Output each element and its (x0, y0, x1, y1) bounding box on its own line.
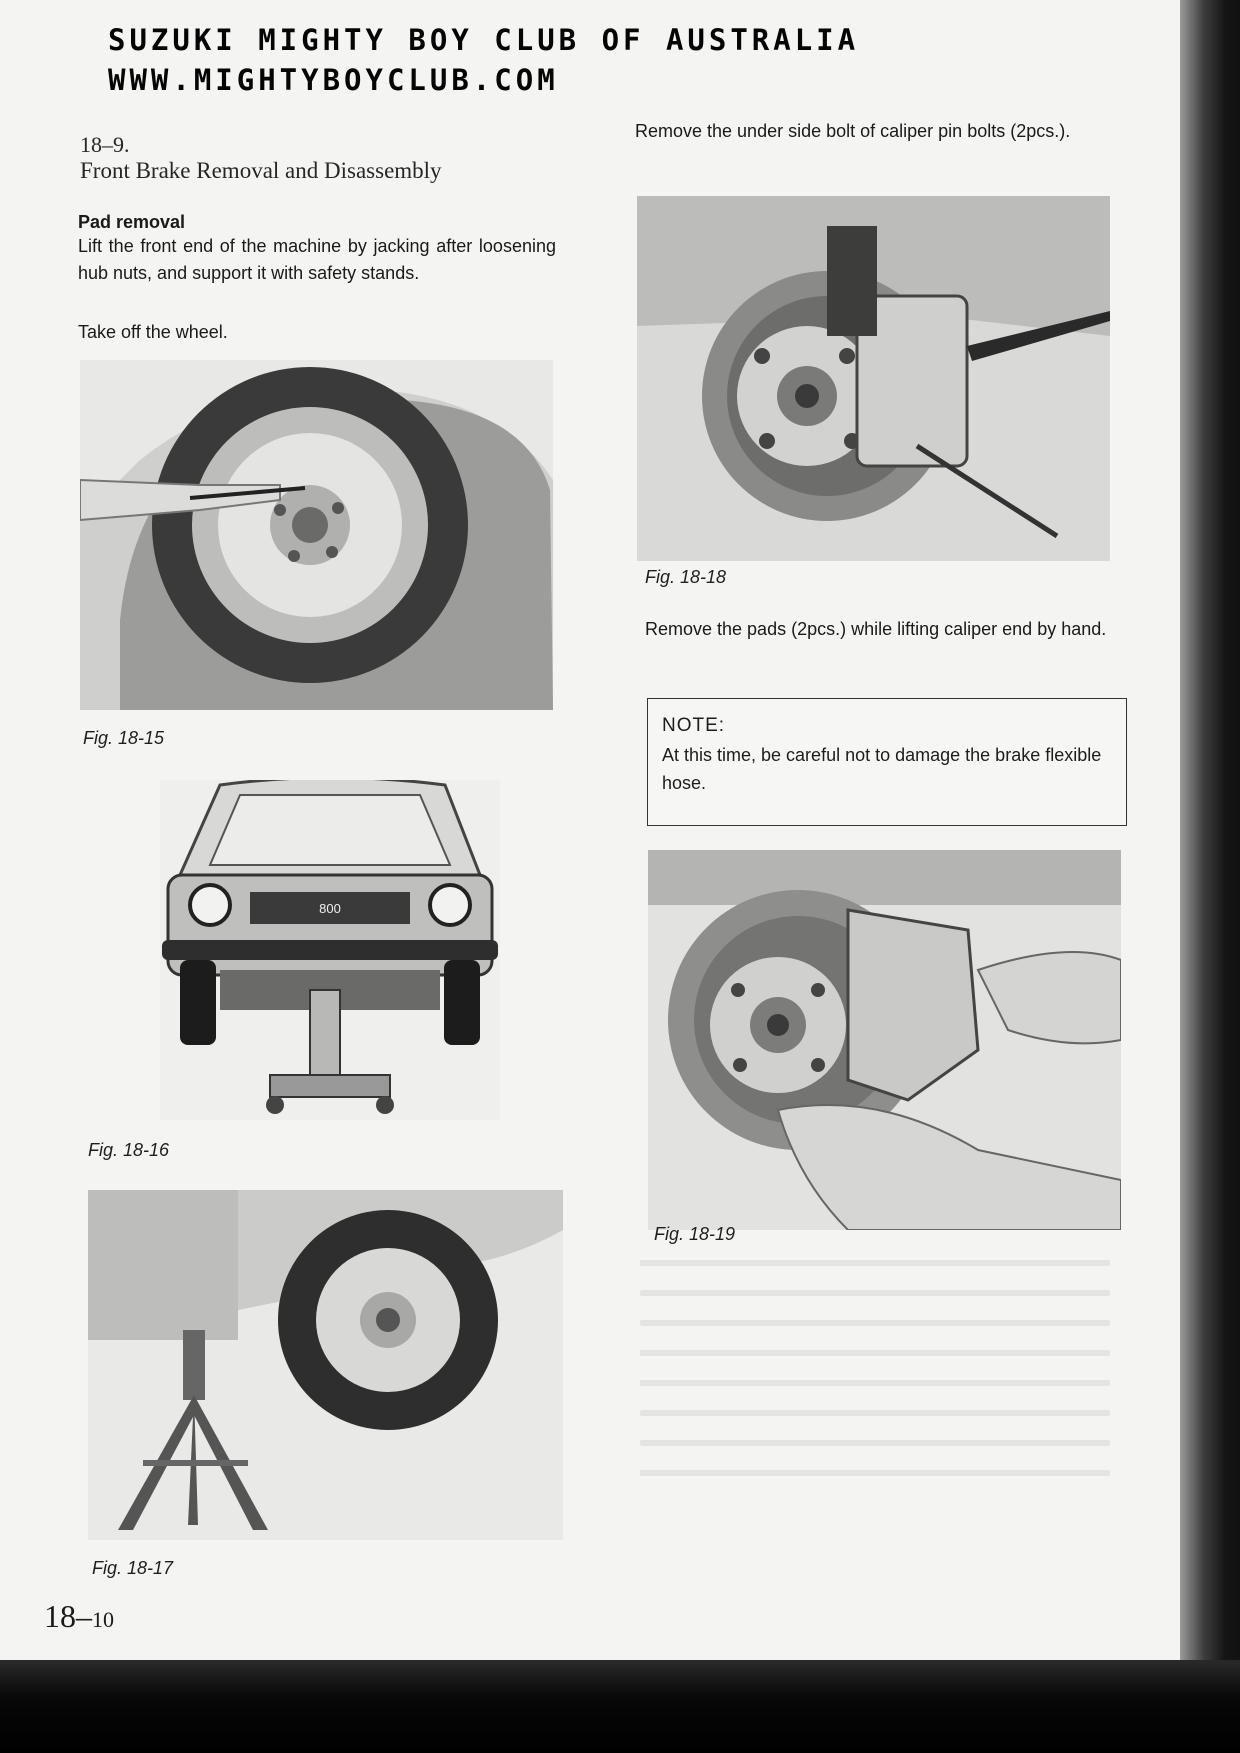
bleed-through-text (640, 1380, 1110, 1386)
car-grille-badge: 800 (319, 901, 341, 916)
bleed-through-text (640, 1470, 1110, 1476)
note-box (647, 698, 1127, 826)
note-heading: NOTE: (662, 715, 726, 736)
figure-pad-removal-photo (648, 850, 1121, 1230)
club-name: SUZUKI MIGHTY BOY CLUB OF AUSTRALIA (108, 23, 860, 57)
note-text: At this time, be careful not to damage the brake flexible hose. (662, 745, 1102, 793)
figure-safety-stand-photo (88, 1190, 563, 1540)
bleed-through-text (640, 1350, 1110, 1356)
caption-fig-18-17: Fig. 18-17 (92, 1558, 174, 1578)
subheading-pad-removal: Pad removal (78, 212, 186, 232)
figure-car-jacking-photo (160, 780, 500, 1120)
scan-bottom-edge (0, 1660, 1240, 1753)
instruction-lift-front: Lift the front end of the machine by jacking after loosening hub nuts, and support it with safety stands. (78, 236, 556, 283)
bleed-through-text (640, 1410, 1110, 1416)
bleed-through-text (640, 1320, 1110, 1326)
instruction-remove-caliper-bolt: Remove the under side bolt of caliper pin bolts (2pcs.). (635, 121, 1071, 141)
bleed-through-text (640, 1290, 1110, 1296)
club-website: WWW.MIGHTYBOYCLUB.COM (108, 63, 559, 97)
page-number (44, 1598, 114, 1635)
caption-fig-18-16: Fig. 18-16 (88, 1140, 170, 1160)
book-binding-shadow (1180, 0, 1240, 1753)
caption-fig-18-19: Fig. 18-19 (654, 1224, 736, 1244)
section-title: Front Brake Removal and Disassembly (80, 158, 442, 183)
bleed-through-text (640, 1440, 1110, 1446)
page-chapter: 18 (44, 1598, 76, 1634)
page-dash: – (76, 1598, 92, 1634)
caption-fig-18-18: Fig. 18-18 (645, 567, 727, 587)
figure-wheel-removal-photo (80, 360, 553, 710)
instruction-remove-pads: Remove the pads (2pcs.) while lifting caliper end by hand. (645, 619, 1107, 639)
figure-caliper-bolt-photo (637, 196, 1110, 561)
caption-fig-18-15: Fig. 18-15 (83, 728, 165, 748)
section-number: 18–9. (80, 132, 130, 157)
club-banner (108, 20, 859, 100)
page-index: 10 (92, 1607, 114, 1632)
instruction-take-off-wheel: Take off the wheel. (78, 322, 228, 342)
bleed-through-text (640, 1260, 1110, 1266)
